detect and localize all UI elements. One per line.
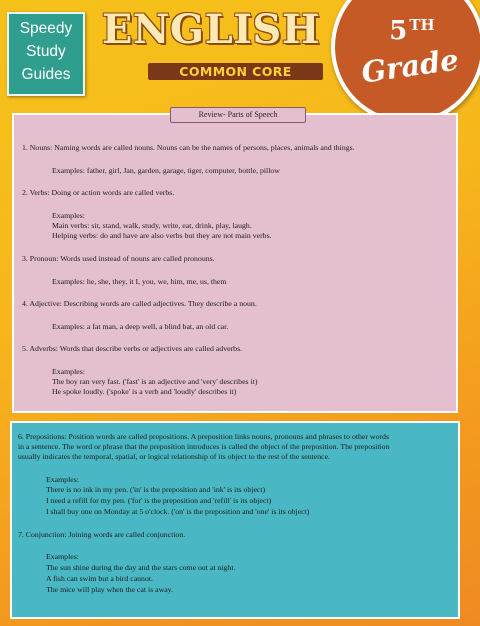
- prepositions-examples-label: Examples:: [46, 475, 79, 484]
- pronoun-definition: 3. Pronoun: Words used instead of nouns are called pronouns.: [22, 254, 215, 263]
- grade-number-value: 5: [389, 16, 408, 46]
- conjunction-definition: 7. Conjunction: Joining words are called conjunction.: [18, 530, 186, 539]
- conjunction-examples-label: Examples:: [46, 552, 79, 561]
- prepositions-example-1: There is no ink in my pen. ('in' is the preposition and 'ink' is its object): [46, 485, 266, 494]
- page-title: ENGLISH: [101, 6, 321, 53]
- logo-line-1: Speedy: [19, 20, 73, 37]
- main-verbs: Main verbs: sit, stand, walk, study, write, eat, drink, play, laugh.: [52, 221, 252, 230]
- grade-suffix: TH: [409, 16, 435, 34]
- adverbs-definition: 5. Adverbs: Words that describe verbs or adjectives are called adverbs.: [22, 344, 243, 353]
- logo-line-3: Guides: [21, 66, 71, 83]
- adverbs-example-1: The boy ran very fast. ('fast' is an adjective and 'very' describes it): [52, 377, 258, 386]
- prepositions-definition-2: in a sentence. The word or phrase that the preposition introduces is called the object of the preposition. The preposition: [18, 442, 390, 451]
- verbs-examples-label: Examples:: [52, 211, 85, 220]
- review-label: Review- Parts of Speech: [170, 107, 306, 123]
- page-subtitle: COMMON CORE: [148, 63, 323, 80]
- adverbs-example-2: He spoke loudly. ('spoke' is a verb and 'loudly' describes it): [52, 387, 237, 396]
- conjunction-example-3: The mice will play when the cat is away.: [46, 585, 174, 594]
- prepositions-conjunctions-panel: [10, 421, 460, 619]
- speedy-study-guides-logo: [7, 12, 85, 96]
- helping-verbs: Helping verbs: do and have are also verbs but they are not main verbs.: [52, 231, 272, 240]
- prepositions-definition-1: 6. Prepositions: Position words are called prepositions. A preposition links nouns, pronouns and phrases to other words: [18, 432, 389, 441]
- grade-word: Grade: [359, 42, 461, 90]
- conjunction-example-1: The sun shine during the day and the stars come out at night.: [46, 563, 236, 572]
- pronoun-examples: Examples: he, she, they, it I, you, we, him, me, us, them: [52, 277, 227, 286]
- parts-of-speech-panel: [12, 113, 458, 413]
- prepositions-example-2: I need a refill for my pen. ('for' is the preposition and 'refill' is its object): [46, 496, 272, 505]
- logo-line-2: Study: [26, 43, 66, 60]
- conjunction-example-2: A fish can swim but a bird cannot.: [46, 574, 153, 583]
- prepositions-definition-3: usually indicates the temporal, spatial, or logical relationship of its object to the rest of the sentence.: [18, 452, 331, 461]
- adjective-definition: 4. Adjective: Describing words are called adjectives. They describe a noun.: [22, 299, 257, 308]
- adverbs-examples-label: Examples:: [52, 367, 85, 376]
- verbs-definition: 2. Verbs: Doing or action words are called verbs.: [22, 188, 175, 197]
- adjective-examples: Examples: a fat man, a deep well, a blind bat, an old car.: [52, 322, 229, 331]
- nouns-examples: Examples: father, girl, Jan, garden, garage, tiger, computer, bottle, pillow: [52, 166, 280, 175]
- grade-number: [376, 18, 448, 44]
- nouns-definition: 1. Nouns: Naming words are called nouns. Nouns can be the names of persons, places, animals and things.: [22, 143, 355, 152]
- prepositions-example-3: I shall buy one on Monday at 5 o'clock. ('on' is the preposition and 'one' is its object): [46, 507, 310, 516]
